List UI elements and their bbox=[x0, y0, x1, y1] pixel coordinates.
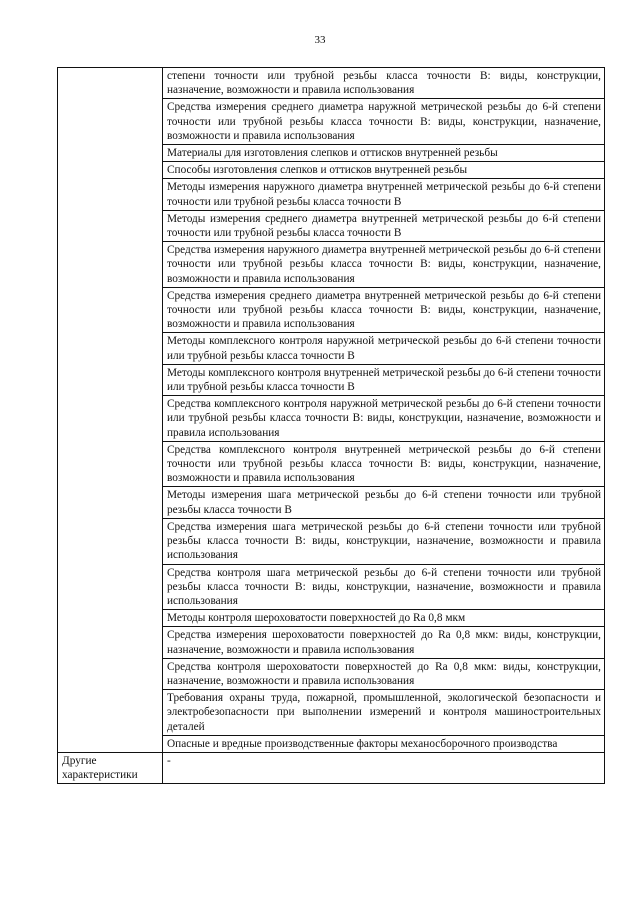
table-cell: Методы комплексного контроля наружной метрической резьбы до 6-й степени точности или трубной резьбы класса точности В bbox=[163, 333, 605, 364]
table-cell: Средства контроля шероховатости поверхностей до Ra 0,8 мкм: виды, конструкции, назначение, возможности и правила использования bbox=[163, 658, 605, 689]
table-cell: Средства комплексного контроля внутренней метрической резьбы до 6-й степени точности или трубной резьбы класса точности В: виды, конструкции, назначение, возможности и правила использования bbox=[163, 441, 605, 487]
table-cell: Способы изготовления слепков и оттисков внутренней резьбы bbox=[163, 162, 605, 179]
table-cell: степени точности или трубной резьбы класса точности В: виды, конструкции, назначение, возможности и правила использования bbox=[163, 68, 605, 99]
table-cell: Методы контроля шероховатости поверхностей до Ra 0,8 мкм bbox=[163, 610, 605, 627]
other-characteristics-value: - bbox=[163, 752, 605, 783]
table-cell: Средства контроля шага метрической резьбы до 6-й степени точности или трубной резьбы класса точности В: виды, конструкции, назначение, возможности и правила использования bbox=[163, 564, 605, 610]
table-cell: Средства комплексного контроля наружной метрической резьбы до 6-й степени точности или трубной резьбы класса точности В: виды, конструкции, назначение, возможности и правила использования bbox=[163, 396, 605, 442]
table-cell: Требования охраны труда, пожарной, промышленной, экологической безопасности и электробезопасности при выполнении измерений и контроля машиностроительных деталей bbox=[163, 690, 605, 736]
table-row bbox=[58, 68, 605, 99]
table-cell: Методы измерения среднего диаметра внутренней метрической резьбы до 6-й степени точности или трубной резьбы класса точности В bbox=[163, 210, 605, 241]
other-characteristics-label: Другие характеристики bbox=[58, 752, 163, 783]
table-cell: Методы измерения шага метрической резьбы до 6-й степени точности или трубной резьбы класса точности В bbox=[163, 487, 605, 518]
table-cell: Методы измерения наружного диаметра внутренней метрической резьбы до 6-й степени точности или трубной резьбы класса точности В bbox=[163, 179, 605, 210]
table-cell: Методы комплексного контроля внутренней метрической резьбы до 6-й степени точности или трубной резьбы класса точности В bbox=[163, 364, 605, 395]
table-cell: Средства измерения шага метрической резьбы до 6-й степени точности или трубной резьбы класса точности В: виды, конструкции, назначение, возможности и правила использования bbox=[163, 518, 605, 564]
table-row bbox=[58, 752, 605, 783]
table-cell: Средства измерения шероховатости поверхностей до Ra 0,8 мкм: виды, конструкции, назначение, возможности и правила использования bbox=[163, 627, 605, 658]
table-cell: Материалы для изготовления слепков и оттисков внутренней резьбы bbox=[163, 145, 605, 162]
requirements-table bbox=[57, 67, 605, 784]
page-number: 33 bbox=[314, 34, 326, 46]
table-cell: Средства измерения наружного диаметра внутренней метрической резьбы до 6-й степени точности или трубной резьбы класса точности В: виды, конструкции, назначение, возможности и правила использования bbox=[163, 242, 605, 288]
left-column-cell bbox=[58, 68, 163, 753]
table-cell: Опасные и вредные производственные факторы механосборочного производства bbox=[163, 735, 605, 752]
table-cell: Средства измерения среднего диаметра наружной метрической резьбы до 6-й степени точности или трубной резьбы класса точности В: виды, конструкции, назначение, возможности и правила использования bbox=[163, 99, 605, 145]
table-cell: Средства измерения среднего диаметра внутренней метрической резьбы до 6-й степени точности или трубной резьбы класса точности В: виды, конструкции, назначение, возможности и правила использования bbox=[163, 287, 605, 333]
